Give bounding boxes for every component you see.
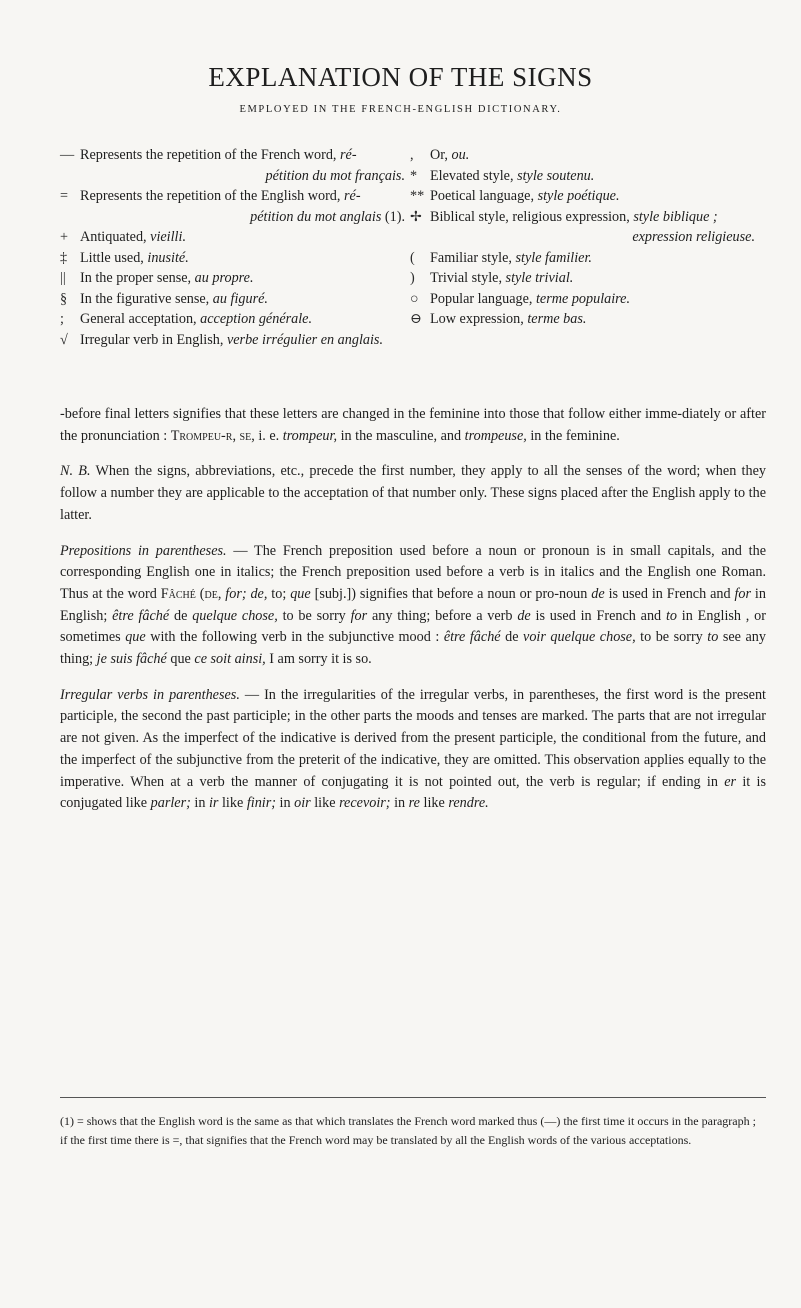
legend-entry: ⊖ Low expression, terme bas. [410,309,755,330]
legend-symbol: ⊖ [410,311,422,327]
body-text [60,404,766,815]
legend-entry: , Or, ou. [410,145,755,166]
legend-symbol: ** [410,188,425,204]
legend-symbol: √ [60,331,68,348]
legend-entry: * Elevated style, style soutenu. [410,166,755,187]
legend-entry: ○ Popular language, terme populaire. [410,289,755,310]
footnote-text: (1) = shows that the English word is the same as that which translates the French word marked thus (—) the first time it occurs in the paragraph ; if the first time there is =, that signifies that the French word may be translated by all the English words of the various acceptations. [60,1114,756,1147]
paragraph-feminine-endings: -before final letters signifies that these letters are changed in the feminine into those that follow either imme-diately or after the pronunciation : Trompeu-r, se, i. e. trompeur, in the masculine, and trompeuse, in the feminine. [60,406,766,444]
paragraph-nota-bene: N. B. When the signs, abbreviations, etc., precede the first number, they apply to all the senses of the word; when they follow a number they are applicable to the acceptation of that number only. These signs placed after the English apply to the latter. [60,463,766,523]
legend-entry: ** Poetical language, style poétique. [410,186,755,207]
legend-symbol: || [60,270,66,286]
legend-entry: — Represents the repetition of the French word, ré- pétition du mot français. [60,147,405,184]
paragraph-prepositions: Prepositions in parentheses. — The French preposition used before a noun or pronoun is in small capitals, and the corresponding English one in italics; the French preposition used before a verb is in italics and the English one Roman. Thus at the word Fâché (de, for; de, to; que [subj.]) signifies that before a noun or pro-noun de is used in French and for in English; être fâché de quelque chose, to be sorry for any thing; before a verb de is used in French and to in English , or sometimes que with the following verb in the subjunctive mood : être fâché de voir quelque chose, to be sorry to see any thing; je suis fâché que ce soit ainsi, I am sorry it is so. [60,542,766,668]
legend-symbol: — [60,147,75,163]
legend-entry: ; General acceptation, acception générale. [60,309,405,330]
footnote [60,1112,766,1150]
footnote-divider [60,1097,766,1098]
legend-symbol: ( [410,249,415,266]
legend-symbol: ) [410,270,415,286]
legend-left-column [60,145,405,350]
legend-symbol: ‡ [60,249,68,266]
legend-entry: ( Familiar style, style familier. [410,248,755,269]
legend-symbol: * [410,167,418,184]
page-subtitle: EMPLOYED IN THE FRENCH-ENGLISH DICTIONARY. [239,104,562,115]
legend-entry: ‡ Little used, inusité. [60,248,405,269]
legend-symbol: ✢ [410,208,422,225]
legend-entry: = Represents the repetition of the English word, ré- pétition du mot anglais (1). [60,188,405,225]
legend-entry: || In the proper sense, au propre. [60,268,405,289]
legend-symbol: + [60,229,69,245]
legend-entry: ✢ Biblical style, religious expression, style biblique ; expression religieuse. [410,208,755,245]
legend-entry: ) Trivial style, style trivial. [410,268,755,289]
legend-entry: √ Irregular verb in English, verbe irrégulier en anglais. [60,330,620,351]
paragraph-irregular-verbs: Irregular verbs in parentheses. — In the irregularities of the irregular verbs, in parentheses, the first word is the present participle, the second the past participle; in the other parts the moods and tenses are marked. The parts that are not irregular are not given. As the imperfect of the indicative is derived from the present participle, the conditional from the future, and the imperfect of the subjunctive from the preterit of the indicative, they are omitted. This observation applies equally to the imperative. When at a verb the manner of conjugating it is not pointed out, the verb is regular; if ending in er it is conjugated like parler; in ir like finir; in oir like recevoir; in re like rendre. [60,686,766,812]
legend-symbol: ; [60,311,64,327]
legend-symbol: § [60,290,68,307]
legend-symbol: , [410,147,414,163]
legend-symbol: ○ [410,290,419,307]
legend-entry: + Antiquated, vieilli. [60,227,405,248]
page-title: EXPLANATION OF THE SIGNS [208,62,593,92]
legend-symbol: = [60,188,69,204]
legend-right-column [410,145,755,330]
legend-entry: § In the figurative sense, au figuré. [60,289,405,310]
